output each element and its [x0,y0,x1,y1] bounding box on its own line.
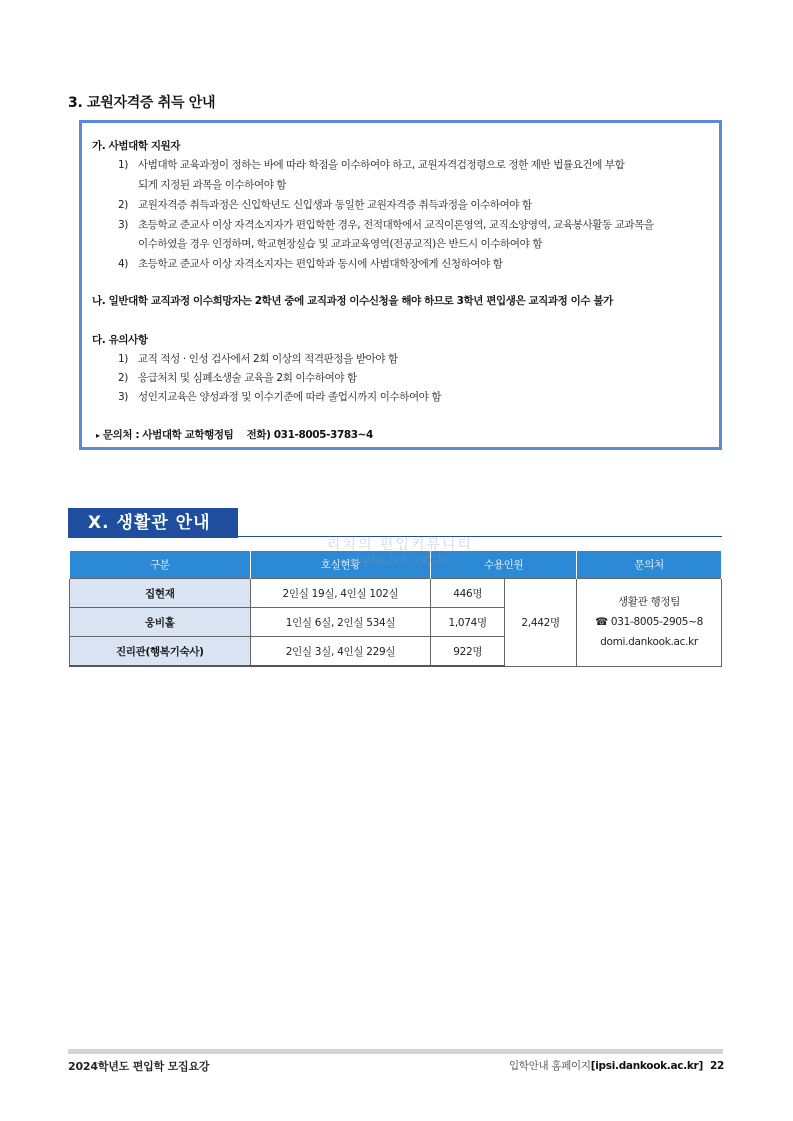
contact-team: 생활관 행정팀 [617,596,681,609]
list-item [118,217,654,232]
section-3-title: 3. 교원자격증 취득 안내 [68,95,216,111]
phone-icon: ☎ [595,616,608,629]
header-contact: 문의처 [577,551,722,579]
dorm-name: 진리관(행복기숙사) [70,637,251,667]
dorm-capacity: 1,074명 [431,608,505,637]
item-text: 성인지교육은 양성과정 및 이수기준에 따라 졸업시까지 이수하여야 함 [138,391,442,403]
header-capacity: 수용인원 [431,551,577,579]
item-text: 응급처치 및 심폐소생술 교육을 2회 이수하여야 함 [138,372,357,384]
subsection-b-heading: 나. 일반대학 교직과정 이수희망자는 2학년 중에 교직과정 이수신청을 해야 하므로 3학년 편입생은 교직과정 이수 불가 [92,295,613,307]
contact-phone: 031-8005-2905~8 [610,616,703,629]
item-text-continued: 되게 지정된 과목을 이수하여야 함 [138,179,287,191]
item-number: 4) [118,258,128,270]
header-rooms: 호실현황 [250,551,431,579]
item-text-continued: 이수하였을 경우 인정하며, 학교현장실습 및 교과교육영역(전공교직)은 반드시 이수하여야 함 [138,238,543,250]
subsection-a-heading: 가. 사범대학 지원자 [92,140,181,152]
section-title-underline [238,536,722,537]
page-number: 22 [709,1060,724,1072]
footer-homepage-url[interactable]: [ipsi.dankook.ac.kr] [590,1060,703,1072]
item-number: 1) [118,353,128,365]
list-item [118,197,532,212]
footer-divider [68,1049,723,1054]
contact-label: 문의처 : 사범대학 교학행정팀 [102,429,234,441]
footer-homepage [509,1058,724,1073]
item-number: 2) [118,199,128,211]
triangle-bullet-icon: ▸ [96,431,100,440]
list-item [118,370,357,385]
teacher-certificate-info-box [79,120,722,450]
header-category: 구분 [70,551,251,579]
watermark-line2: style.ich.co.kr [348,553,452,568]
dorm-rooms: 2인실 3실, 4인실 229실 [250,637,431,667]
dorm-rooms: 2인실 19실, 4인실 102실 [250,579,431,608]
footer-title: 2024학년도 편입학 모집요강 [68,1060,210,1073]
watermark-line1: 리치의 편입커뮤니티 [326,537,474,553]
item-text: 교원자격증 취득과정은 신입학년도 신입생과 동일한 교원자격증 취득과정을 이수하여야 함 [138,199,532,211]
table-row [70,579,722,608]
dorm-capacity: 922명 [431,637,505,667]
contact-line [96,427,373,442]
dorm-capacity: 446명 [431,579,505,608]
dorm-contact [577,579,722,667]
item-number: 3) [118,219,128,231]
contact-phone-line [577,612,721,632]
item-text: 교직 적성 · 인성 검사에서 2회 이상의 적격판정을 받아야 함 [138,353,398,365]
footer-homepage-label: 입학안내 홈페이지 [508,1060,591,1072]
list-item [118,256,503,271]
watermark [300,538,500,568]
item-text: 초등학교 준교사 이상 자격소지자가 편입학한 경우, 전적대학에서 교직이론영역, 교직소양영역, 교육봉사활동 교과목을 [138,219,654,231]
item-number: 1) [118,159,128,171]
list-item [118,351,398,366]
dormitory-table [69,551,722,667]
total-capacity: 2,442명 [505,579,577,667]
list-item [118,389,441,404]
contact-phone: 전화) 031-8005-3783~4 [246,429,373,441]
dorm-name: 집현재 [70,579,251,608]
dorm-rooms: 1인실 6실, 2인실 534실 [250,608,431,637]
list-item [118,157,624,172]
section-10-title: X. 생활관 안내 [68,508,238,538]
item-number: 3) [118,391,128,403]
item-number: 2) [118,372,128,384]
item-text: 초등학교 준교사 이상 자격소지자는 편입학과 동시에 사범대학장에게 신청하여야 함 [138,258,503,270]
dorm-name: 웅비홀 [70,608,251,637]
item-text: 사범대학 교육과정이 정하는 바에 따라 학점을 이수하여야 하고, 교원자격검정령으로 정한 제반 법률요건에 부합 [138,159,625,171]
contact-site: domi.dankook.ac.kr [600,636,698,649]
subsection-c-heading: 다. 유의사항 [92,334,148,346]
